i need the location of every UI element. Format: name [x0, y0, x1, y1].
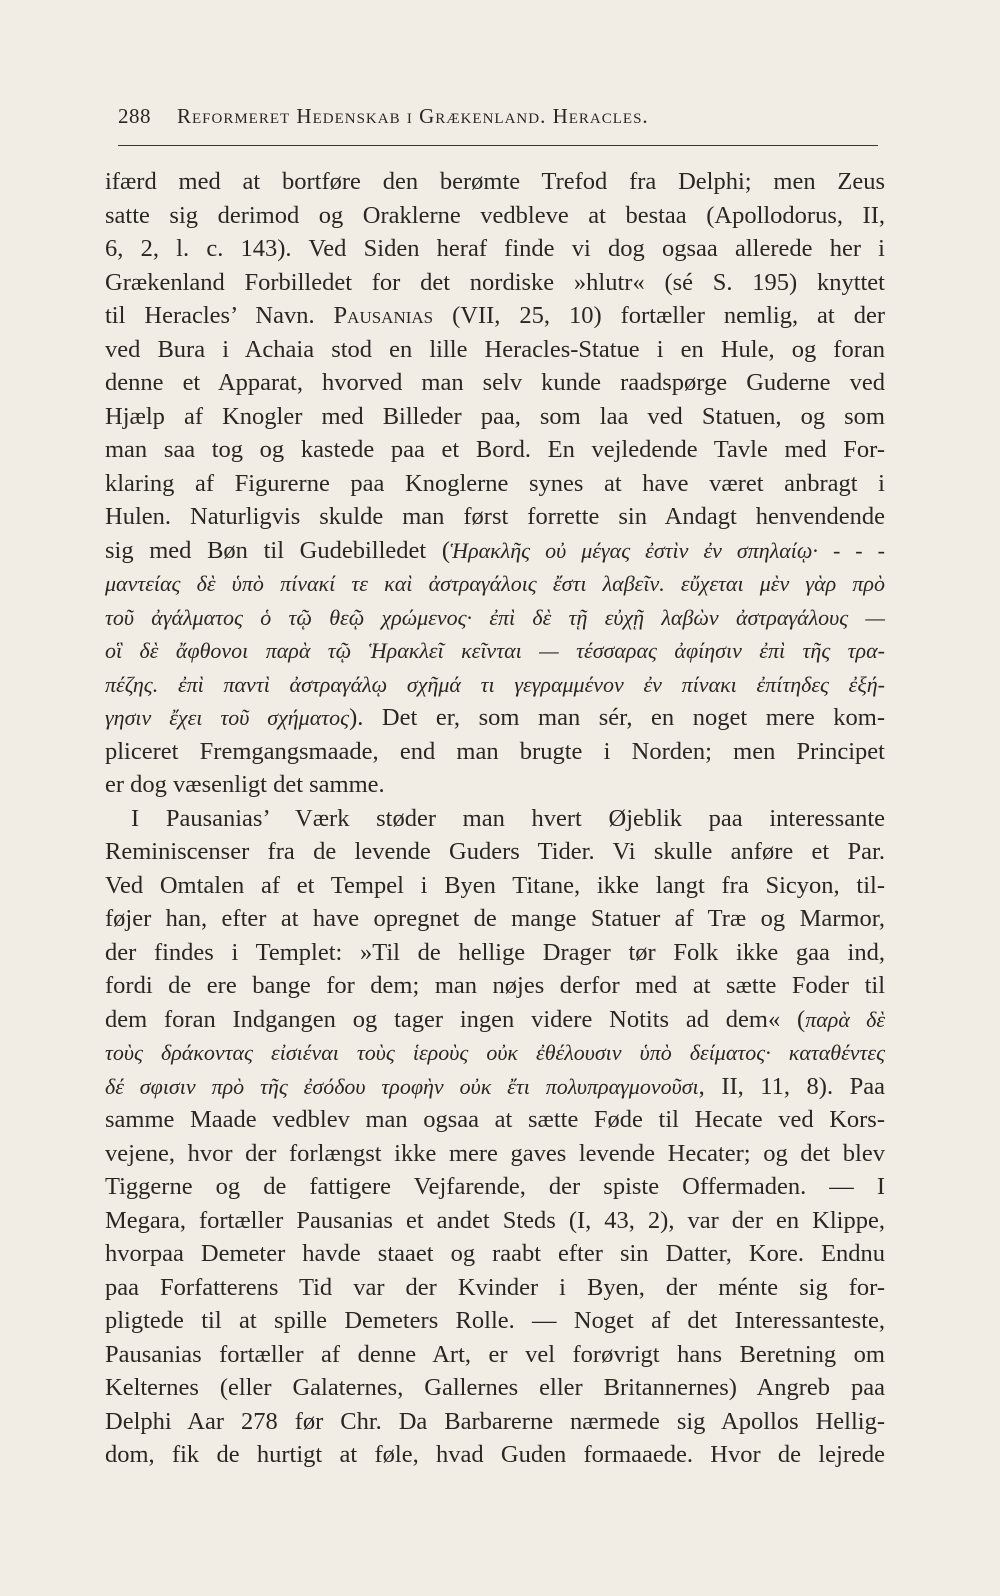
text-line — [105, 366, 885, 400]
text-span: man saa tog og kastede paa et Bord. En vejledende Tavle med For- — [105, 436, 885, 463]
text-span: Grækenland Forbilledet for det nordiske »hlutr« (sé S. 195) knyttet — [105, 268, 885, 296]
text-line — [105, 802, 885, 836]
text-line — [105, 199, 885, 233]
text-span: Delphi Aar 278 før Chr. Da Barbarerne nærmede sig Apollos Hellig- — [105, 1407, 885, 1435]
greek-quotation: τοὺς δράκοντας εἰσιέναι τοὺς ἱεροὺς οὐκ ἐθέλουσιν ὑπὸ δείματος· καταθέντες — [105, 1040, 885, 1065]
author-name: Pausanias — [333, 302, 434, 329]
text-line — [105, 266, 885, 300]
text-span: denne et Apparat, hvorved man selv kunde raadspørge Guderne ved — [105, 369, 885, 396]
text-line — [105, 1405, 885, 1439]
greek-quotation: δέ σφισιν πρὸ τῆς ἐσόδου τροφὴν οὐκ ἔτι πολυπραγμονοῦσι — [105, 1073, 699, 1099]
text-line — [105, 433, 885, 467]
text-line — [105, 1304, 885, 1338]
text-line — [105, 1036, 885, 1070]
text-line — [105, 936, 885, 970]
text-span: pligtede til at spille Demeters Rolle. — Noget af det Interessanteste, — [105, 1307, 885, 1334]
text-line — [105, 299, 885, 333]
text-span: sig med Bøn til Gudebilledet ( — [105, 536, 451, 564]
text-span: Kelternes (eller Galaternes, Gallernes eller Britannernes) Angreb paa — [105, 1374, 885, 1401]
text-span: I Pausanias’ Værk støder man hvert Øjeblik paa interessante — [131, 804, 885, 832]
text-line — [105, 1103, 885, 1137]
text-line — [105, 835, 885, 869]
text-line — [105, 232, 885, 266]
text-line — [105, 1204, 885, 1238]
text-span: Hjælp af Knogler med Billeder paa, som laa ved Statuen, og som — [105, 402, 885, 430]
text-span: hvorpaa Demeter havde staaet og raabt efter sin Datter, Kore. Endnu — [105, 1240, 885, 1267]
text-span: Reminiscenser fra de levende Guders Tider. Vi skulle anføre et Par. — [105, 838, 885, 865]
text-line — [105, 1070, 885, 1104]
greek-quotation: μαντείας δὲ ὑπὸ πίνακί τε καὶ ἀστραγάλοις ἔστι λαβεῖν. εὔχεται μὲν γὰρ πρὸ — [105, 571, 885, 596]
text-span: Ved Omtalen af et Tempel i Byen Titane, ikke langt fra Sicyon, til- — [105, 871, 885, 899]
text-span: Tiggerne og de fattigere Vejfarende, der spiste Offermaden. — I — [105, 1173, 885, 1200]
page-number: 288 — [118, 104, 151, 128]
text-line — [105, 969, 885, 1003]
text-line — [105, 902, 885, 936]
text-span: (VII, 25, 10) fortæller nemlig, at der — [433, 302, 885, 329]
text-line — [105, 333, 885, 367]
text-line — [105, 601, 885, 635]
text-span: Megara, fortæller Pausanias et andet Steds (I, 43, 2), var der en Klippe, — [105, 1206, 885, 1234]
text-line — [105, 1338, 885, 1372]
greek-quotation: πέζης. ἐπὶ παντὶ ἀστραγάλῳ σχῆμά τι γεγραμμένον ἐν πίνακι ἐπίτηδες ἐξή- — [105, 671, 885, 697]
text-span: fordi de ere bange for dem; man nøjes derfor med at sætte Foder til — [105, 972, 885, 999]
text-span: samme Maade vedblev man ogsaa at sætte Føde til Hecate ved Kors- — [105, 1106, 885, 1133]
text-line — [105, 567, 885, 601]
text-span: klaring af Figurerne paa Knoglerne synes at have været anbragt i — [105, 469, 885, 497]
greek-quotation: οἳ δὲ ἄφθονοι παρὰ τῷ Ἡρακλεῖ κεῖνται — τέσσαρας ἀφίησιν ἐπὶ τῆς τρα- — [105, 638, 885, 663]
text-span: Hulen. Naturligvis skulde man først forrette sin Andagt henvendende — [105, 503, 885, 530]
text-line — [105, 1371, 885, 1405]
text-line — [105, 165, 885, 199]
text-span: dom, fik de hurtigt at føle, hvad Guden formaaede. Hvor de lejrede — [105, 1441, 885, 1468]
text-line — [105, 869, 885, 903]
greek-quotation: παρὰ δὲ — [805, 1006, 885, 1032]
text-span: Pausanias fortæller af denne Art, er vel forøvrigt hans Beretning om — [105, 1340, 885, 1368]
text-span: ved Bura i Achaia stod en lille Heracles-Statue i en Hule, og foran — [105, 335, 885, 363]
running-head — [118, 104, 878, 129]
running-title: Reformeret Hedenskab i Grækenland. Heracles. — [177, 104, 649, 128]
text-line — [105, 400, 885, 434]
text-line — [105, 1271, 885, 1305]
text-line — [105, 500, 885, 534]
text-line — [105, 634, 885, 668]
text-line — [105, 1237, 885, 1271]
text-span: til Heracles’ Navn. — [105, 302, 334, 329]
text-line — [105, 1170, 885, 1204]
text-span: , II, 11, 8). Paa — [698, 1072, 885, 1100]
text-line — [105, 1137, 885, 1171]
text-span: vejene, hvor der forlængst ikke mere gaves levende Hecater; og det blev — [105, 1139, 885, 1167]
greek-quotation: Ἡρακλῆς οὐ μέγας ἐστὶν ἐν σπηλαίῳ· - - - — [450, 537, 885, 563]
text-line — [105, 1003, 885, 1037]
text-span: ). Det er, som man sér, en noget mere kom- — [349, 704, 885, 731]
greek-quotation: τοῦ ἀγάλματος ὁ τῷ θεῷ χρώμενος· ἐπὶ δὲ τῇ εὐχῇ λαβὼν ἀστραγάλους — — [105, 604, 885, 630]
body-text — [105, 165, 885, 1472]
text-span: paa Forfatterens Tid var der Kvinder i Byen, der ménte sig for- — [105, 1273, 885, 1301]
text-line — [105, 1438, 885, 1472]
text-line — [105, 701, 885, 735]
text-span: satte sig derimod og Oraklerne vedbleve at bestaa (Apollodorus, II, — [105, 201, 885, 229]
text-span: ifærd med at bortføre den berømte Trefod fra Delphi; men Zeus — [105, 168, 885, 195]
text-span: 6, 2, l. c. 143). Ved Siden heraf finde vi dog ogsaa allerede her i — [105, 235, 885, 262]
text-span: der findes i Templet: »Til de hellige Drager tør Folk ikke gaa ind, — [105, 938, 885, 966]
text-line — [105, 668, 885, 702]
text-line — [105, 467, 885, 501]
header-rule — [118, 145, 878, 146]
text-span: føjer han, efter at have opregnet de mange Statuer af Træ og Marmor, — [105, 905, 885, 932]
text-span: er dog væsenligt det samme. — [105, 771, 385, 798]
text-span: dem foran Indgangen og tager ingen videre Notits ad dem« ( — [105, 1005, 806, 1033]
text-line — [105, 534, 885, 568]
text-line — [105, 735, 885, 769]
text-line — [105, 768, 885, 802]
greek-quotation: γησιν ἔχει τοῦ σχήματος — [105, 705, 350, 730]
text-span: pliceret Fremgangsmaade, end man brugte i Norden; men Principet — [105, 737, 885, 765]
